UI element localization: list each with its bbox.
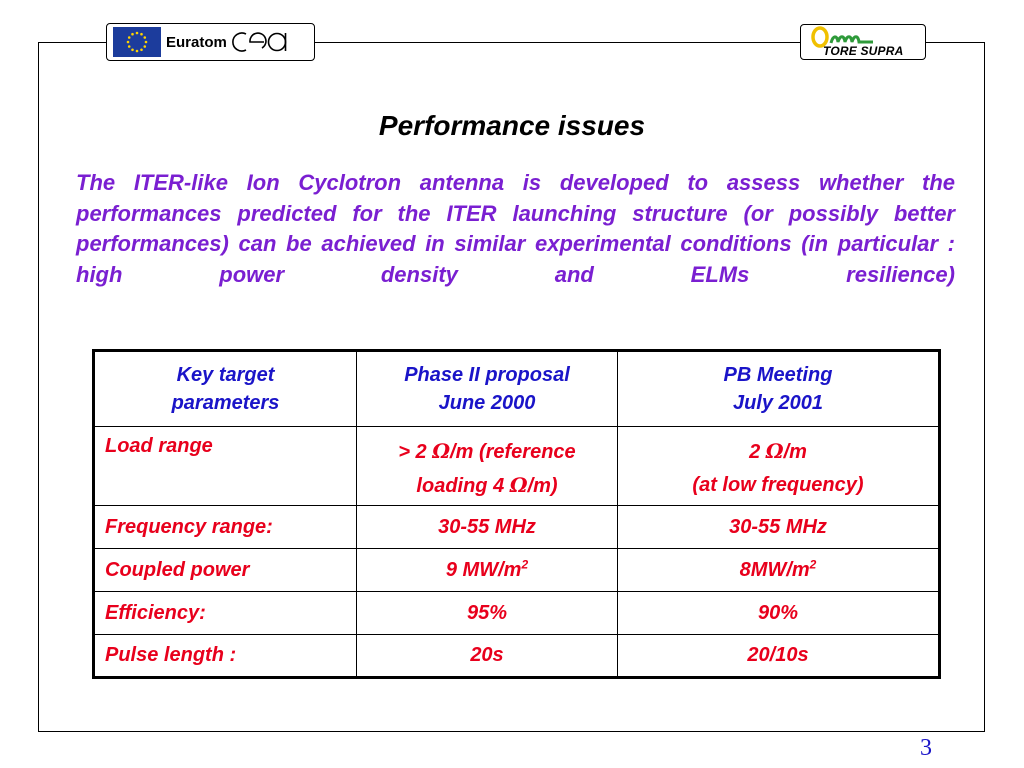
coupled-power-pb: $8MW/m^2$ xyxy=(618,549,940,592)
efficiency-pb: 90% xyxy=(618,592,940,635)
eu-star xyxy=(143,45,146,48)
load-range-pb-line1: 2 Ω/m xyxy=(749,439,807,463)
header-key-target-line2: parameters xyxy=(171,392,280,414)
table-row-load-range xyxy=(94,427,940,506)
header-phase2-line1: Phase II proposal xyxy=(404,364,570,386)
eu-star xyxy=(128,45,131,48)
load-range-pb xyxy=(618,427,940,506)
load-range-phase2-line2: loading 4 Ω/m) xyxy=(416,473,558,497)
eu-star xyxy=(136,50,139,53)
load-range-phase2-line1: > 2 Ω/m (reference xyxy=(398,439,576,463)
intro-paragraph: The ITER-like Ion Cyclotron antenna is developed to assess whether the performances predicted for the ITER launching structure (or possibly better performances) can be achieved in similar experimental conditions (in particular : high power density and ELMs resilience) xyxy=(76,170,955,287)
eu-star xyxy=(131,48,134,51)
eu-flag-icon xyxy=(113,27,161,57)
load-range-label: Load range xyxy=(94,427,357,506)
header-pb-meeting-line1: PB Meeting xyxy=(723,364,833,386)
load-range-phase2 xyxy=(357,427,618,506)
table-row-efficiency xyxy=(94,592,940,635)
eu-star xyxy=(128,36,131,39)
table-row-coupled-power xyxy=(94,549,940,592)
euratom-cea-logo xyxy=(106,23,315,61)
euratom-label: Euratom xyxy=(166,33,227,51)
pulse-length-pb: 20/10s xyxy=(618,635,940,678)
header-phase2 xyxy=(357,351,618,427)
efficiency-phase2: 95% xyxy=(357,592,618,635)
load-range-pb-line2: (at low frequency) xyxy=(692,474,864,496)
eu-star xyxy=(140,33,143,36)
performance-table xyxy=(92,349,941,679)
frequency-range-phase2: 30-55 MHz xyxy=(357,506,618,549)
coupled-power-phase2: 9 $MW/m^2$ xyxy=(357,549,618,592)
eu-star xyxy=(145,41,148,44)
ohm-symbol: Ω xyxy=(432,439,451,463)
header-key-target xyxy=(94,351,357,427)
header-key-target-line1: Key target xyxy=(176,364,275,386)
pulse-length-label: Pulse length : xyxy=(94,635,357,678)
eu-star xyxy=(143,36,146,39)
page-number: 3 xyxy=(920,735,932,761)
eu-star xyxy=(127,41,130,44)
tore-supra-logo xyxy=(800,24,926,60)
tore-supra-label: TORE SUPRA xyxy=(823,44,904,58)
frequency-range-label: Frequency range: xyxy=(94,506,357,549)
slide-title: Performance issues xyxy=(378,110,646,141)
header-phase2-line2: June 2000 xyxy=(438,392,536,414)
eu-star xyxy=(131,33,134,36)
header-pb-meeting xyxy=(618,351,940,427)
pulse-length-phase2: 20s xyxy=(357,635,618,678)
table-row-pulse-length xyxy=(94,635,940,678)
header-pb-meeting-line2: July 2001 xyxy=(732,392,824,414)
table-header-row xyxy=(94,351,940,427)
eu-star xyxy=(136,32,139,35)
efficiency-label: Efficiency: xyxy=(94,592,357,635)
frequency-range-pb: 30-55 MHz xyxy=(618,506,940,549)
coupled-power-label: Coupled power xyxy=(94,549,357,592)
ohm-symbol: Ω xyxy=(765,439,784,463)
eu-star xyxy=(140,48,143,51)
table-row-frequency-range xyxy=(94,506,940,549)
cea-logo-icon xyxy=(230,27,292,57)
ohm-symbol: Ω xyxy=(509,473,528,497)
